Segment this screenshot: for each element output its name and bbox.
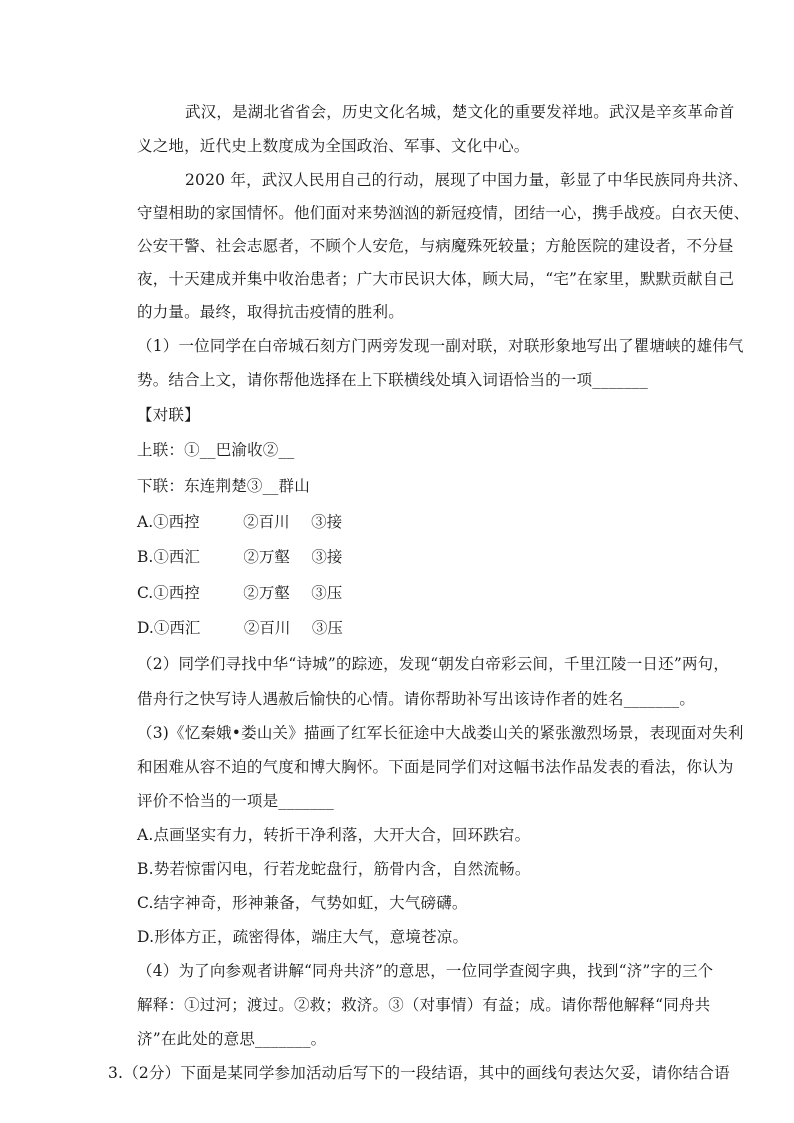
- q1-line2: 势。结合上文，请你帮他选择在上下联横线处填入词语恰当的一项_______: [137, 371, 648, 389]
- q1-option-a: [137, 512, 342, 532]
- option-part-2: ②百川: [243, 513, 290, 531]
- q2-line1: （2）同学们寻找中华“诗城”的踪迹，发现“朝发白帝彩云间，千里江陵一日还”两句，: [137, 655, 730, 673]
- option-part-3: ③接: [311, 513, 343, 531]
- option-part-1: ①西控: [153, 584, 200, 602]
- q1-option-d: [137, 618, 343, 638]
- q3-option-d: D.形体方正，疏密得体，端庄大气，意境苍凉。: [137, 928, 469, 946]
- option-part-1: ①西汇: [153, 619, 201, 637]
- q3-line3: 评价不恰当的一项是_______: [137, 792, 334, 810]
- question-3-line1: 3.（2分）下面是某同学参加活动后写下的一段结语，其中的画线句表达欠妥，请你结合语: [108, 1064, 730, 1082]
- passage-p1-line1: 武汉，是湖北省省会，历史文化名城，楚文化的重要发祥地。武汉是辛亥革命首: [185, 103, 735, 121]
- q3-line2: 和困难从容不迫的气度和博大胸怀。下面是同学们对这幅书法作品发表的看法，你认为: [137, 758, 734, 776]
- q4-line1: （4）为了向参观者讲解“同舟共济”的意思，一位同学查阅字典，找到“济”字的三个: [137, 962, 714, 980]
- option-part-2: ②万壑: [243, 548, 290, 566]
- passage-p2-line3: 公安干警、社会志愿者，不顾个人安危，与病魔殊死较量；方舱医院的建设者，不分昼: [137, 237, 734, 255]
- q1-option-c: [137, 583, 342, 603]
- option-letter: C.: [137, 584, 154, 602]
- option-letter: D.: [137, 619, 154, 637]
- q1-line1: （1）一位同学在白帝城石刻方门两旁发现一副对联，对联形象地写出了瞿塘峡的雄伟气: [137, 337, 744, 355]
- passage-p1-line2: 义之地，近代史上数度成为全国政治、军事、文化中心。: [137, 137, 530, 155]
- q2-line2: 借舟行之快写诗人遇赦后愉快的心情。请你帮助补写出该诗作者的姓名_______。: [137, 690, 696, 708]
- q4-line3: 济”在此处的意思_______。: [137, 1030, 327, 1048]
- option-part-2: ②万壑: [243, 584, 290, 602]
- couplet-heading: 【对联】: [137, 406, 200, 424]
- passage-p2-line1: 2020 年，武汉人民用自己的行动，展现了中国力量，彰显了中华民族同舟共济、: [185, 171, 749, 189]
- couplet-upper: 上联：①__巴渝收②__: [137, 441, 295, 459]
- option-part-3: ③压: [311, 584, 343, 602]
- passage-p2-line5: 的力量。最终，取得抗击疫情的胜利。: [137, 303, 404, 321]
- q3-option-c: C.结字神奇，形神兼备，气势如虹，大气磅礴。: [137, 894, 468, 912]
- couplet-lower: 下联：东连荆楚③__群山: [137, 477, 310, 495]
- option-part-1: ①西汇: [153, 548, 200, 566]
- option-part-2: ②百川: [243, 619, 291, 637]
- option-letter: A.: [137, 513, 154, 531]
- option-part-1: ①西控: [153, 513, 200, 531]
- option-letter: B.: [137, 548, 154, 566]
- q3-line1: （3)《忆秦娥•娄山关》描画了红军长征途中大战娄山关的紧张激烈场景，表现面对失利: [137, 724, 744, 742]
- q4-line2: 解释：①过河；渡过。②救；救济。③（对事情）有益；成。请你帮他解释“同舟共: [137, 996, 711, 1014]
- passage-p2-line4: 夜，十天建成并集中收治患者；广大市民识大体，顾大局，“宅”在家里，默默贡献自己: [137, 270, 735, 288]
- q1-option-b: [137, 547, 342, 567]
- q3-option-b: B.势若惊雷闪电，行若龙蛇盘行，筋骨内含，自然流畅。: [137, 860, 531, 878]
- q3-option-a: A.点画坚实有力，转折干净利落，大开大合，回环跌宕。: [137, 826, 531, 844]
- option-part-3: ③压: [311, 619, 343, 637]
- passage-p2-line2: 守望相助的家国情怀。他们面对来势汹汹的新冠疫情，团结一心，携手战疫。白衣天使、: [137, 204, 750, 222]
- option-part-3: ③接: [311, 548, 343, 566]
